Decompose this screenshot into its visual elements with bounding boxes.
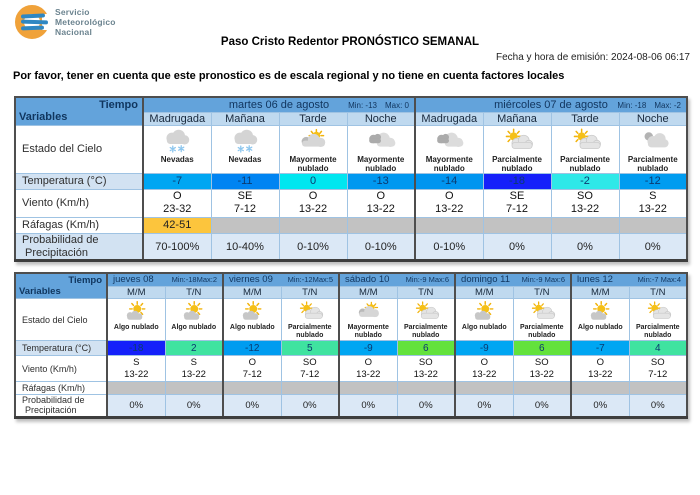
wind-cell: O 13-22 — [571, 356, 629, 382]
sun-small-cloud-icon — [224, 301, 281, 324]
day-header: sábado 10 Min:-9 Max:6 — [339, 273, 455, 286]
day-header: jueves 08 Min:-18Max:2 — [107, 273, 223, 286]
gust-cell — [483, 217, 551, 233]
gust-cell — [415, 217, 483, 233]
precip-probability-cell: 0% — [397, 395, 455, 418]
tiempo-label: Tiempo — [68, 275, 102, 286]
wind-cell: SE 7-12 — [483, 189, 551, 217]
sun-behind-cloud-icon — [340, 301, 397, 324]
variables-label: Variables — [19, 286, 61, 297]
wind-cell: S 13-22 — [165, 356, 223, 382]
precip-probability-cell: 0-10% — [415, 233, 483, 260]
wind-cell: SO 7-12 — [629, 356, 687, 382]
corner-cell — [15, 273, 107, 299]
row-label-sky: Estado del Cielo — [15, 125, 143, 173]
period-cell: T/N — [629, 286, 687, 298]
gust-cell — [397, 382, 455, 395]
sky-cell: Parcialmente nublado — [281, 299, 339, 341]
smn-logo-icon — [15, 5, 49, 39]
temperature-cell: -18 — [483, 173, 551, 189]
temperature-cell: 6 — [397, 341, 455, 356]
precip-probability-cell: 0% — [551, 233, 619, 260]
forecast-table-week1 — [14, 96, 688, 262]
precip-probability-cell: 0-10% — [347, 233, 415, 260]
temperature-cell: 2 — [165, 341, 223, 356]
corner-cell — [15, 97, 143, 125]
wind-cell: O 13-22 — [347, 189, 415, 217]
variables-label: Variables — [19, 111, 68, 123]
sky-cell: Mayormente nublado — [339, 299, 397, 341]
wind-cell: SO 13-22 — [551, 189, 619, 217]
row-label-wind: Viento (Km/h) — [15, 356, 107, 382]
forecast-table-week2 — [14, 272, 688, 419]
sun-small-cloud-icon — [572, 301, 629, 324]
moon-and-cloud-icon — [620, 128, 687, 155]
sky-cell: Algo nublado — [571, 299, 629, 341]
tiempo-label: Tiempo — [99, 99, 138, 111]
period-cell: M/M — [223, 286, 281, 298]
wind-cell: S 13-22 — [619, 189, 687, 217]
wind-cell: S 13-22 — [107, 356, 165, 382]
sky-cell: Nevadas — [211, 125, 279, 173]
sun-and-cloud-icon — [484, 128, 551, 155]
day-minmax: Min: -13 Max: 0 — [348, 100, 409, 110]
temperature-cell: 0 — [279, 173, 347, 189]
row-label-precipitation: Probabilidad de Precipitación — [15, 395, 107, 418]
temperature-cell: -12 — [223, 341, 281, 356]
precip-probability-cell: 0% — [619, 233, 687, 260]
gust-cell — [223, 382, 281, 395]
precip-probability-cell: 0% — [455, 395, 513, 418]
sky-cell: Parcialmente nublado — [551, 125, 619, 173]
period-cell: Tarde — [279, 112, 347, 125]
period-cell: Mañana — [211, 112, 279, 125]
gust-cell: 42-51 — [143, 217, 211, 233]
clouds-icon — [348, 128, 415, 155]
gust-cell — [165, 382, 223, 395]
row-label-wind: Viento (Km/h) — [15, 189, 143, 217]
temperature-cell: -2 — [551, 173, 619, 189]
temperature-cell: 4 — [629, 341, 687, 356]
precip-probability-cell: 0% — [223, 395, 281, 418]
sun-small-cloud-icon — [166, 301, 223, 324]
period-cell: Madrugada — [143, 112, 211, 125]
page-title: Paso Cristo Redentor PRONÓSTICO SEMANAL — [220, 36, 480, 48]
sky-cell: Algo nublado — [455, 299, 513, 341]
sky-cell: Parcialmente nublado — [629, 299, 687, 341]
precip-probability-cell: 70-100% — [143, 233, 211, 260]
sun-and-cloud-icon — [552, 128, 619, 155]
wind-cell: O 7-12 — [223, 356, 281, 382]
temperature-cell: -12 — [619, 173, 687, 189]
gust-cell — [107, 382, 165, 395]
gust-cell — [347, 217, 415, 233]
gust-cell — [619, 217, 687, 233]
sky-cell: Algo nublado — [165, 299, 223, 341]
precip-probability-cell: 0% — [483, 233, 551, 260]
precip-probability-cell: 0% — [571, 395, 629, 418]
period-cell: T/N — [513, 286, 571, 298]
precip-probability-cell: 0% — [629, 395, 687, 418]
period-cell: M/M — [455, 286, 513, 298]
sky-cell: Parcialmente nublado — [513, 299, 571, 341]
temperature-cell: 6 — [513, 341, 571, 356]
sky-cell: Mayormente nublado — [415, 125, 483, 173]
day-header — [143, 97, 415, 112]
temperature-cell: -14 — [415, 173, 483, 189]
day-header — [415, 97, 687, 112]
sun-and-cloud-icon — [282, 301, 339, 324]
wind-cell: SO 7-12 — [281, 356, 339, 382]
sky-cell: Mayormente nublado — [347, 125, 415, 173]
period-cell: M/M — [339, 286, 397, 298]
sun-behind-cloud-icon — [280, 128, 347, 155]
snow-cloud-icon — [212, 128, 279, 155]
row-label-sky: Estado del Cielo — [15, 299, 107, 341]
sky-cell: Parcialmente nublado — [619, 125, 687, 173]
sun-small-cloud-icon — [456, 301, 513, 324]
precip-probability-cell: 0% — [165, 395, 223, 418]
temperature-cell: -7 — [143, 173, 211, 189]
temperature-cell: -9 — [339, 341, 397, 356]
sky-cell: Algo nublado — [107, 299, 165, 341]
sky-cell: Mayormente nublado — [279, 125, 347, 173]
gust-cell — [551, 217, 619, 233]
sun-and-cloud-icon — [630, 301, 687, 324]
wind-cell: O 13-22 — [455, 356, 513, 382]
gust-cell — [281, 382, 339, 395]
temperature-cell: -9 — [455, 341, 513, 356]
wind-cell: SE 7-12 — [211, 189, 279, 217]
wind-cell: O 23-32 — [143, 189, 211, 217]
regional-disclaimer: Por favor, tener en cuenta que este pronostico es de escala regional y no tiene en cuenta factores locales — [13, 70, 565, 82]
period-cell: T/N — [165, 286, 223, 298]
wind-cell: O 13-22 — [279, 189, 347, 217]
snow-cloud-icon — [144, 128, 211, 155]
gust-cell — [455, 382, 513, 395]
gust-cell — [571, 382, 629, 395]
temperature-cell: -11 — [211, 173, 279, 189]
precip-probability-cell: 0% — [281, 395, 339, 418]
gust-cell — [629, 382, 687, 395]
wind-cell: O 13-22 — [339, 356, 397, 382]
wind-cell: O 13-22 — [415, 189, 483, 217]
wind-cell: SO 13-22 — [513, 356, 571, 382]
row-label-gusts: Ráfagas (Km/h) — [15, 382, 107, 395]
day-header: lunes 12 Min:-7 Max:4 — [571, 273, 687, 286]
day-name: martes 06 de agosto — [228, 99, 330, 111]
period-cell: T/N — [281, 286, 339, 298]
wind-cell: SO 13-22 — [397, 356, 455, 382]
gust-cell — [211, 217, 279, 233]
temperature-cell: -7 — [571, 341, 629, 356]
row-label-precipitation: Probabilidad de Precipitación — [15, 233, 143, 260]
row-label-temperature: Temperatura (°C) — [15, 341, 107, 356]
period-cell: Mañana — [483, 112, 551, 125]
day-name: miércoles 07 de agosto — [494, 99, 608, 111]
gust-cell — [513, 382, 571, 395]
day-header: viernes 09 Min:-12Max:5 — [223, 273, 339, 286]
period-cell: Tarde — [551, 112, 619, 125]
sky-cell: Nevadas — [143, 125, 211, 173]
day-minmax: Min: -18 Max: -2 — [617, 100, 681, 110]
precip-probability-cell: 10-40% — [211, 233, 279, 260]
clouds-icon — [416, 128, 483, 155]
sun-and-cloud-icon — [398, 301, 455, 324]
row-label-gusts: Ráfagas (Km/h) — [15, 217, 143, 233]
smn-logo-text: Servicio Meteorológico Nacional — [55, 6, 116, 37]
sun-small-cloud-icon — [108, 301, 165, 324]
gust-cell — [279, 217, 347, 233]
temperature-cell: -18 — [107, 341, 165, 356]
period-cell: Madrugada — [415, 112, 483, 125]
precip-probability-cell: 0-10% — [279, 233, 347, 260]
smn-logo — [15, 5, 116, 39]
period-cell: M/M — [107, 286, 165, 298]
temperature-cell: -13 — [347, 173, 415, 189]
temperature-cell: 5 — [281, 341, 339, 356]
sky-cell: Algo nublado — [223, 299, 281, 341]
precip-probability-cell: 0% — [339, 395, 397, 418]
row-label-temperature: Temperatura (°C) — [15, 173, 143, 189]
sky-cell: Parcialmente nublado — [397, 299, 455, 341]
period-cell: Noche — [619, 112, 687, 125]
precip-probability-cell: 0% — [513, 395, 571, 418]
sky-cell: Parcialmente nublado — [483, 125, 551, 173]
gust-cell — [339, 382, 397, 395]
sun-and-cloud-icon — [514, 301, 571, 324]
period-cell: M/M — [571, 286, 629, 298]
precip-probability-cell: 0% — [107, 395, 165, 418]
period-cell: T/N — [397, 286, 455, 298]
period-cell: Noche — [347, 112, 415, 125]
day-header: domingo 11 Min:-9 Max:6 — [455, 273, 571, 286]
emission-datetime: Fecha y hora de emisión: 2024-08-06 06:17 — [495, 52, 690, 63]
